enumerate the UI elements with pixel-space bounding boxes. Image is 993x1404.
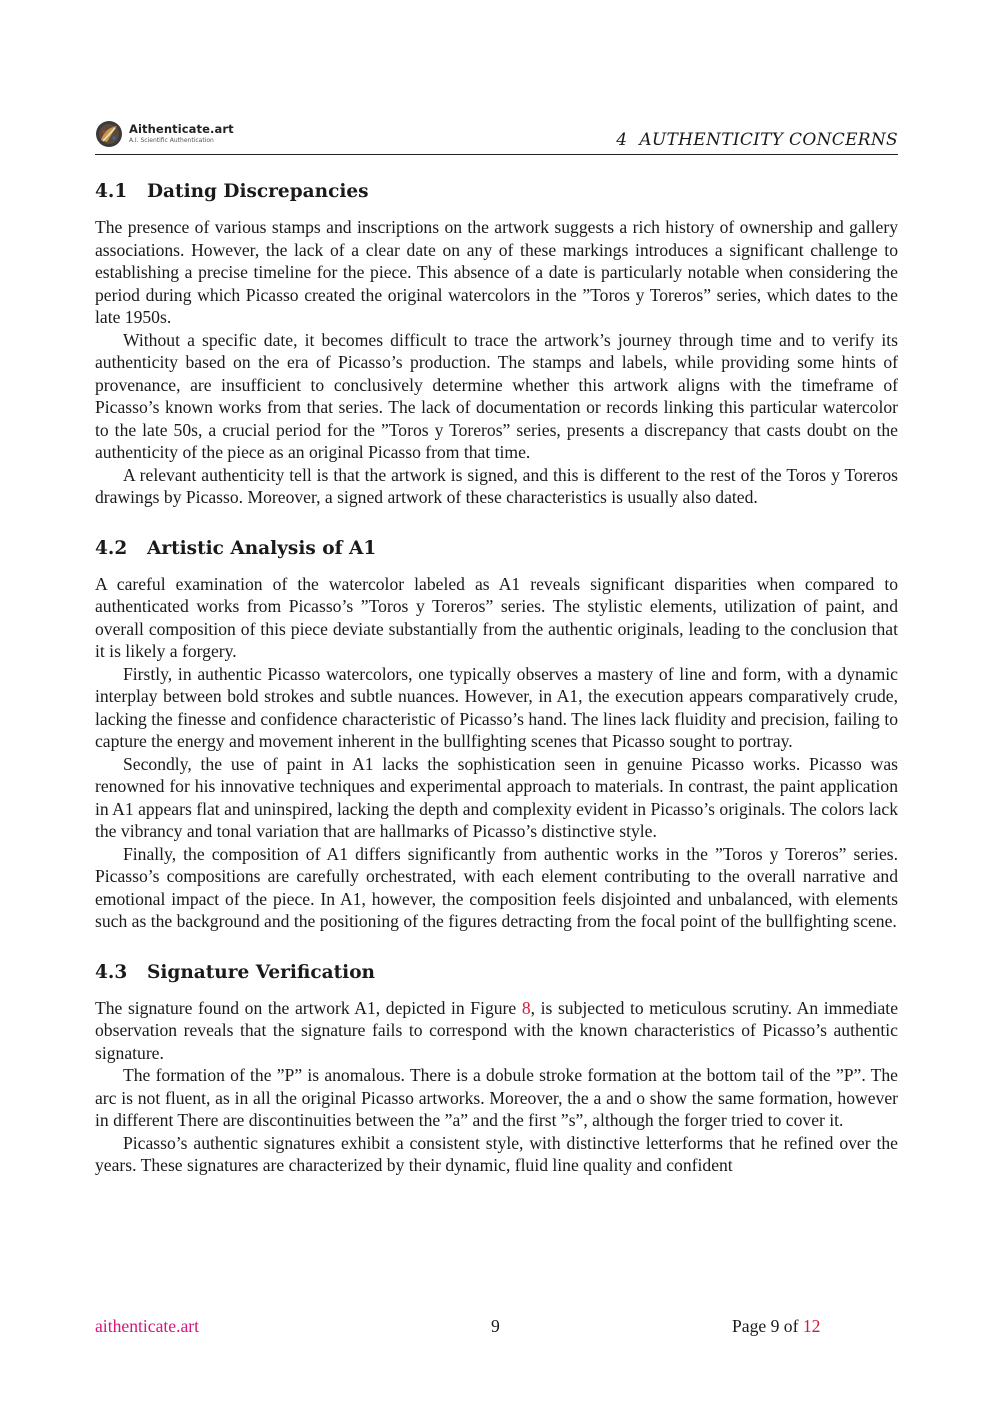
paragraph: A careful examination of the watercolor labeled as A1 reveals significant disparities when compared to authenticated works from Picasso’s ”Toros y Toreros” series. The stylistic elements, utilization of paint, and overall composition of this piece deviate substantially from the authentic originals, leading to the conclusion that it is likely a forgery.	[95, 573, 898, 661]
paragraph-text: The signature found on the artwork A1, depicted in Figure	[95, 997, 522, 1018]
section-title: Signature Verification	[147, 961, 375, 983]
footer-page-count	[732, 1316, 820, 1337]
paragraph	[95, 997, 898, 1065]
paragraph: A relevant authenticity tell is that the artwork is signed, and this is different to the rest of the Toros y Toreros drawings by Picasso. Moreover, a signed artwork of these characteristics is usually also dated.	[95, 464, 898, 507]
section-title: Dating Discrepancies	[147, 181, 369, 202]
running-head	[616, 130, 898, 150]
section-heading	[95, 178, 898, 206]
page-total-link[interactable]: 12	[802, 1316, 821, 1336]
footer-page-number: 9	[491, 1316, 500, 1336]
page-count-label: Page 9 of	[732, 1316, 803, 1336]
running-head-title: AUTHENTICITY CONCERNS	[639, 130, 898, 150]
paragraph: Secondly, the use of paint in A1 lacks the sophistication seen in genuine Picasso works. Picasso was renowned for his innovative techniques and experimental approach to materials. In contrast, the paint application in A1 appears flat and uninspired, lacking the depth and complexity evident in Picasso’s originals. The colors lack the vibrancy and tonal variation that are hallmarks of Picasso’s distinctive style.	[95, 753, 898, 841]
section-dating-discrepancies	[95, 178, 898, 509]
logo-name: Aithenticate.art	[129, 122, 234, 137]
section-heading	[95, 959, 898, 987]
brush-palette-icon	[95, 120, 123, 148]
paragraph: The formation of the ”P” is anomalous. There is a dobule stroke formation at the bottom tail of the ”P”. The arc is not fluent, as in all the original Picasso artworks. Moreover, the a and o show the same formation, however in different There are discontinuities between the ”a” and the first ”s”, although the forger tried to cover it.	[95, 1065, 898, 1130]
page-body	[95, 178, 898, 1203]
figure-reference-link[interactable]: 8	[521, 997, 531, 1018]
document-page	[95, 0, 898, 1404]
section-title: Artistic Analysis of A1	[147, 537, 377, 559]
page-footer	[95, 1316, 898, 1338]
paragraph-text: , is subjected to meticulous scrutiny. An immediate observation reveals that the signature fails to correspond with the known characteristics of Picasso’s authentic signature.	[95, 997, 898, 1063]
paragraph: Firstly, in authentic Picasso watercolors, one typically observes a mastery of line and form, with a dynamic interplay between bold strokes and subtle nuances. However, in A1, the execution appears comparatively crude, lacking the finesse and confidence characteristic of Picasso’s hand. The lines lack fluidity and precision, failing to capture the energy and movement inherent in the bullfighting scenes that Picasso sought to portray.	[95, 663, 898, 751]
logo-tagline: A.I. Scientific Authentication	[129, 136, 214, 144]
section-heading	[95, 535, 898, 563]
paragraph: Picasso’s authentic signatures exhibit a consistent style, with distinctive letterforms that he refined over the years. These signatures are characterized by their dynamic, fluid line quality and confident	[95, 1132, 898, 1175]
section-signature-verification	[95, 959, 898, 1177]
brand-logo	[95, 120, 234, 148]
paragraph: Finally, the composition of A1 differs significantly from authentic works in the ”Toros y Toreros” series. Picasso’s compositions are carefully orchestrated, with each element contributing to the overall narrative and emotional impact of the piece. In A1, however, the composition feels disjointed and unbalanced, with elements such as the background and the positioning of the figures detracting from the focal point of the bullfighting scene.	[95, 843, 898, 931]
running-head-number: 4	[616, 130, 628, 150]
section-number: 4.3	[95, 961, 128, 983]
paragraph: Without a specific date, it becomes difficult to trace the artwork’s journey through time and to verify its authenticity based on the era of Picasso’s production. The stamps and labels, while providing some hints of provenance, are insufficient to conclusively determine whether this artwork aligns with the timeframe of Picasso’s known works from that series. The lack of documentation or records linking this particular watercolor to the late 50s, a crucial period for the ”Toros y Toreros” series, presents a discrepancy that casts doubt on the authenticity of the piece as an original Picasso from that time.	[95, 329, 898, 462]
section-number: 4.2	[95, 537, 128, 559]
section-artistic-analysis	[95, 535, 898, 933]
paragraph: The presence of various stamps and inscriptions on the artwork suggests a rich history of ownership and gallery associations. However, the lack of a clear date on any of these markings introduces a significant challenge to establishing a precise timeline for the piece. This absence of a date is particularly notable when considering the period during which Picasso created the original watercolors in the ”Toros y Toreros” series, which dates to the late 1950s.	[95, 217, 898, 327]
page-header	[95, 118, 898, 155]
footer-site-link[interactable]: aithenticate.art	[95, 1316, 200, 1336]
section-number: 4.1	[95, 181, 128, 202]
